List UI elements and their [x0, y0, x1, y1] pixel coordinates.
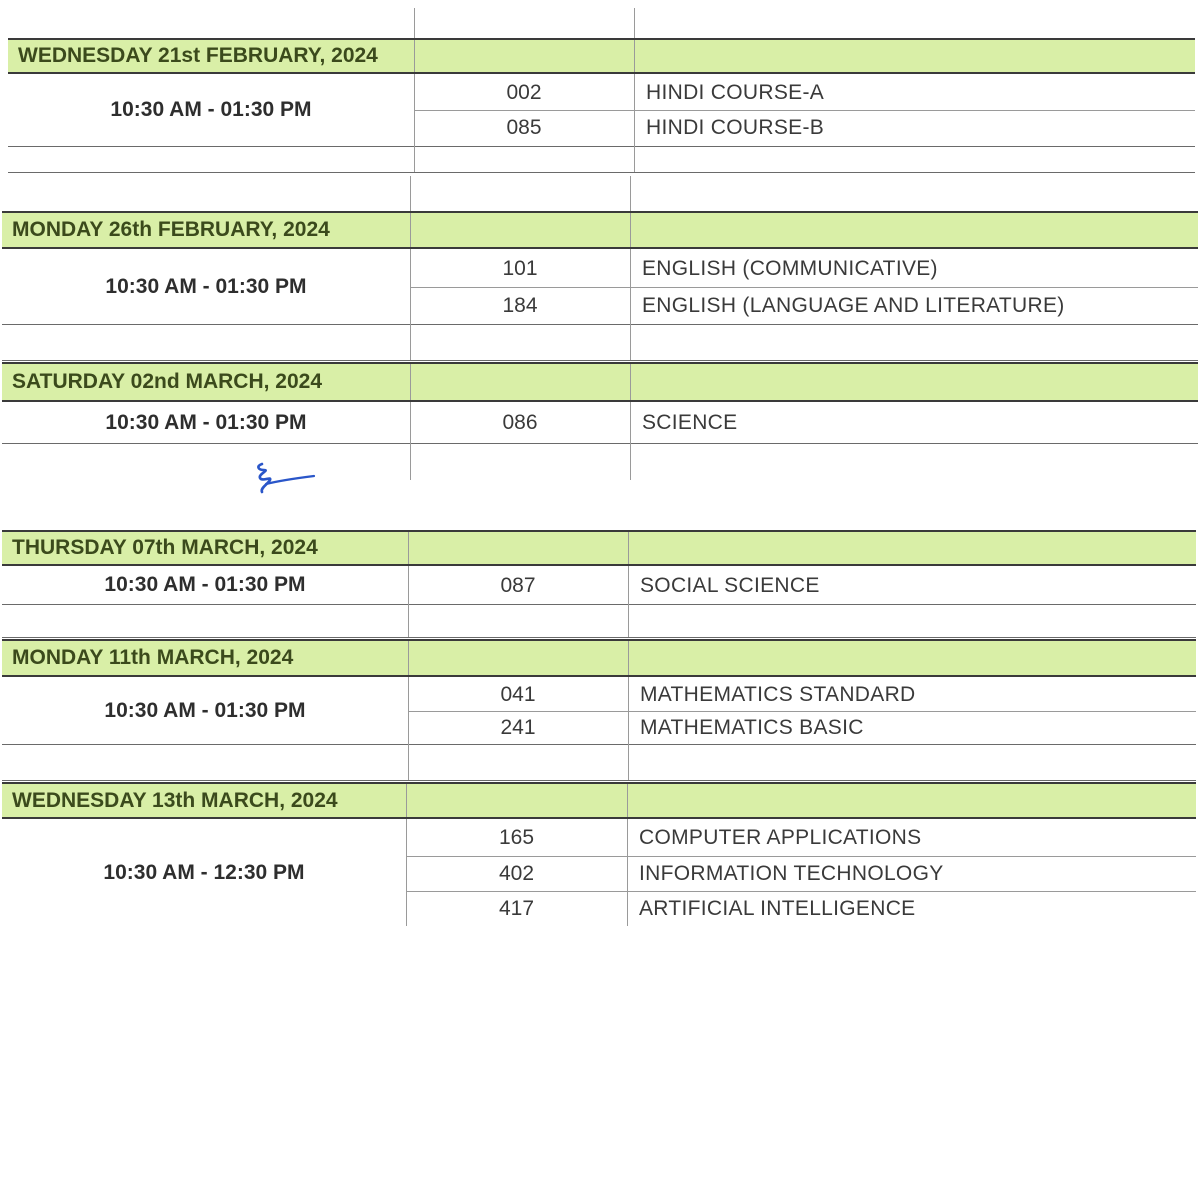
column-divider: [634, 146, 635, 172]
subject-name: SCIENCE: [642, 411, 738, 434]
column-divider: [410, 364, 411, 400]
row-divider: [2, 637, 1196, 638]
exam-date-row: [2, 782, 1196, 819]
exam-date: WEDNESDAY 13th MARCH, 2024: [12, 788, 338, 812]
subject-name: HINDI COURSE-B: [646, 116, 825, 139]
exam-date: SATURDAY 02nd MARCH, 2024: [12, 370, 323, 393]
exam-time: 10:30 AM - 01:30 PM: [104, 573, 306, 596]
subject-name: SOCIAL SCIENCE: [640, 573, 820, 597]
column-divider: [410, 324, 411, 360]
subject-name: HINDI COURSE-A: [646, 81, 825, 104]
exam-date-row: [8, 38, 1195, 74]
subject-name: ARTIFICIAL INTELLIGENCE: [639, 896, 916, 920]
column-divider: [410, 213, 411, 247]
column-divider: [414, 8, 415, 38]
column-divider: [628, 566, 629, 604]
column-divider: [408, 604, 409, 637]
column-divider: [408, 532, 409, 564]
column-divider: [627, 784, 628, 817]
exam-time: 10:30 AM - 01:30 PM: [110, 98, 312, 121]
column-divider: [414, 146, 415, 172]
subject-code: 402: [498, 861, 535, 885]
column-divider: [634, 8, 635, 38]
row-divider: [2, 744, 1196, 745]
row-divider: [2, 360, 1198, 361]
row-divider: [2, 324, 1198, 325]
column-divider: [627, 819, 628, 926]
exam-time: 10:30 AM - 01:30 PM: [104, 698, 306, 722]
subject-code: 417: [498, 896, 535, 920]
column-divider: [634, 40, 635, 72]
subject-name: COMPUTER APPLICATIONS: [639, 826, 922, 849]
exam-date: MONDAY 11th MARCH, 2024: [12, 646, 294, 669]
exam-time: 10:30 AM - 01:30 PM: [105, 410, 307, 434]
column-divider: [628, 744, 629, 780]
signature-mark: [248, 458, 318, 494]
column-divider: [628, 532, 629, 564]
exam-date: WEDNESDAY 21st FEBRUARY, 2024: [18, 44, 378, 67]
subject-name: MATHEMATICS STANDARD: [640, 682, 916, 706]
subject-code: 165: [498, 826, 535, 849]
column-divider: [414, 40, 415, 72]
column-divider: [408, 641, 409, 675]
row-divider: [8, 172, 1195, 173]
column-divider: [628, 641, 629, 675]
subject-code: 241: [500, 715, 536, 739]
exam-date: MONDAY 26th FEBRUARY, 2024: [12, 218, 330, 241]
subject-code: 184: [502, 293, 538, 317]
row-divider: [2, 780, 1196, 781]
column-divider: [408, 744, 409, 780]
subject-name: ENGLISH (LANGUAGE AND LITERATURE): [642, 293, 1065, 317]
subject-name: INFORMATION TECHNOLOGY: [639, 861, 944, 885]
row-divider: [2, 604, 1196, 605]
exam-date-row: [2, 530, 1196, 566]
exam-date-row: [2, 211, 1198, 249]
exam-time: 10:30 AM - 12:30 PM: [103, 860, 305, 884]
subject-code: 101: [502, 256, 538, 280]
subject-code: 041: [500, 682, 536, 706]
exam-time: 10:30 AM - 01:30 PM: [105, 274, 307, 298]
exam-date: THURSDAY 07th MARCH, 2024: [12, 536, 318, 559]
column-divider: [410, 443, 411, 480]
column-divider: [630, 364, 631, 400]
subject-code: 087: [500, 573, 536, 597]
subject-code: 002: [506, 81, 542, 104]
exam-date-row: [2, 362, 1198, 402]
subject-name: ENGLISH (COMMUNICATIVE): [642, 256, 938, 280]
row-divider: [2, 443, 1198, 444]
exam-date-row: [2, 639, 1196, 677]
subject-code: 086: [502, 411, 538, 434]
row-divider: [8, 146, 1195, 147]
column-divider: [630, 443, 631, 480]
column-divider: [410, 176, 411, 211]
column-divider: [630, 176, 631, 211]
column-divider: [630, 402, 631, 443]
column-divider: [628, 604, 629, 637]
column-divider: [630, 324, 631, 360]
subject-code: 085: [506, 116, 542, 139]
column-divider: [406, 784, 407, 817]
subject-name: MATHEMATICS BASIC: [640, 715, 864, 739]
column-divider: [630, 213, 631, 247]
